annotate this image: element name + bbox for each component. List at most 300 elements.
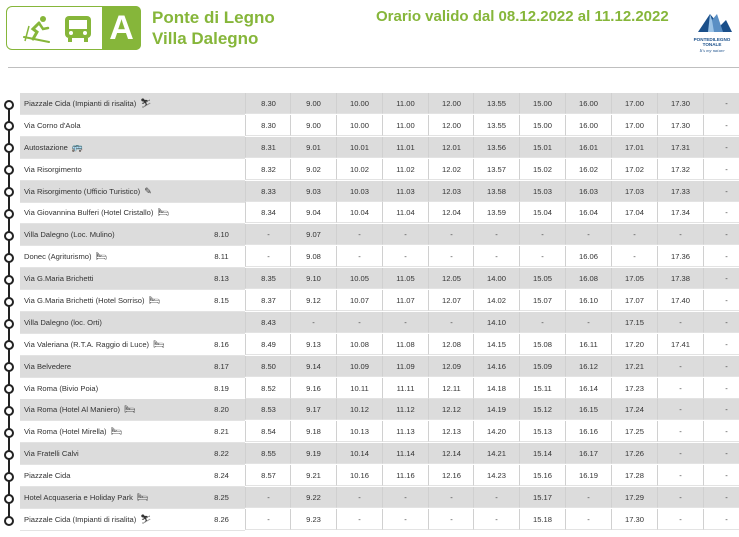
time-cell: - <box>703 137 739 158</box>
time-cell: - <box>703 93 739 114</box>
bed-icon: 🛏 <box>110 426 123 437</box>
time-cell: - <box>703 378 739 399</box>
time-cell: 17.29 <box>611 487 657 508</box>
time-cell: 14.02 <box>473 290 519 311</box>
time-cell: 8.37 <box>245 290 291 311</box>
time-cell: 10.07 <box>336 290 382 311</box>
time-cell: - <box>703 115 739 136</box>
time-cell: - <box>703 159 739 180</box>
time-cell: 14.15 <box>473 334 519 355</box>
time-cell: 17.30 <box>657 93 703 114</box>
time-cell: 17.23 <box>611 378 657 399</box>
bus-icon <box>61 14 95 44</box>
time-cell: 14.00 <box>473 268 519 289</box>
table-row <box>0 356 739 378</box>
time-cell: 15.05 <box>519 268 565 289</box>
time-cell: 16.16 <box>565 421 611 442</box>
table-row <box>0 246 739 268</box>
time-cell: - <box>703 224 739 245</box>
time-cell: - <box>245 487 291 508</box>
time-cell: - <box>703 465 739 486</box>
time-cell: 16.04 <box>565 202 611 223</box>
time-cell: 17.20 <box>611 334 657 355</box>
stop-name: Via Belvedere <box>24 361 72 371</box>
stop-name: Via Valeriana (R.T.A. Raggio di Luce) 🛏 <box>24 334 165 355</box>
stop-name: Villa Dalegno (Loc. Mulino) <box>24 230 115 240</box>
early-time-cell: 8.26 <box>214 514 229 524</box>
time-cell: - <box>382 246 428 267</box>
time-cell: 14.21 <box>473 443 519 464</box>
early-time-cell <box>198 202 245 223</box>
time-cell: 16.19 <box>565 465 611 486</box>
time-cell: 12.03 <box>428 181 474 202</box>
table-row <box>0 93 739 115</box>
time-cell: 13.55 <box>473 93 519 114</box>
early-time-cell: 8.20 <box>214 405 229 415</box>
time-cell: 13.56 <box>473 137 519 158</box>
table-row <box>0 224 739 246</box>
table-row <box>0 290 739 312</box>
time-cell: 17.31 <box>657 137 703 158</box>
bed-icon: 🛏 <box>124 404 136 415</box>
time-cell: - <box>657 509 703 530</box>
time-cell: 10.02 <box>336 159 382 180</box>
line-badge <box>6 6 141 50</box>
time-cell: 13.55 <box>473 115 519 136</box>
time-cell: 10.01 <box>336 137 382 158</box>
time-cell: - <box>382 487 428 508</box>
early-time-cell: 8.13 <box>214 274 229 284</box>
time-cell: - <box>703 421 739 442</box>
time-cell: 11.12 <box>382 399 428 420</box>
bed-icon: 🛏 <box>136 492 149 503</box>
time-cell: 16.08 <box>565 268 611 289</box>
stop-name: Via Risorgimento (Ufficio Turistico) ✎ <box>24 181 152 202</box>
time-cell: 15.14 <box>519 443 565 464</box>
time-cell: 17.30 <box>657 115 703 136</box>
time-cell: 17.24 <box>611 399 657 420</box>
time-cell: 15.07 <box>519 290 565 311</box>
time-cell: 12.12 <box>428 399 474 420</box>
table-row <box>0 378 739 400</box>
cableway-icon: ⛷ <box>140 98 152 108</box>
time-cell: - <box>703 290 739 311</box>
route-origin: Ponte di Legno <box>152 8 275 27</box>
stop-name: Via G.Maria Brichetti <box>24 274 94 284</box>
time-cell: 11.01 <box>382 137 428 158</box>
time-cell: 8.33 <box>245 181 291 202</box>
table-row <box>0 202 739 224</box>
time-cell: - <box>657 465 703 486</box>
time-cell: 8.52 <box>245 378 291 399</box>
time-cell: 16.12 <box>565 356 611 377</box>
stop-name: Hotel Acquaseria e Holiday Park 🛏 <box>24 487 148 508</box>
time-cell: 17.01 <box>611 137 657 158</box>
table-row <box>0 399 739 421</box>
time-cell: - <box>245 224 291 245</box>
time-cell: - <box>519 224 565 245</box>
time-cell: 9.00 <box>290 93 336 114</box>
time-cell: 8.32 <box>245 159 291 180</box>
early-time-cell: 8.10 <box>214 230 229 240</box>
time-cell: 11.09 <box>382 356 428 377</box>
time-cell: 11.14 <box>382 443 428 464</box>
time-cell: 15.02 <box>519 159 565 180</box>
time-cell: 17.05 <box>611 268 657 289</box>
time-cell: 10.08 <box>336 334 382 355</box>
table-row <box>0 421 739 443</box>
time-cell: 9.17 <box>290 399 336 420</box>
time-cell: - <box>428 224 474 245</box>
time-cell: 9.00 <box>290 115 336 136</box>
stop-name: Piazzale Cida <box>24 471 71 481</box>
time-cell: 9.21 <box>290 465 336 486</box>
table-row <box>0 443 739 465</box>
time-cell: 14.19 <box>473 399 519 420</box>
time-cell: 12.00 <box>428 115 474 136</box>
time-cell: - <box>657 224 703 245</box>
time-cell: 10.16 <box>336 465 382 486</box>
time-cell: 9.10 <box>290 268 336 289</box>
time-cell: - <box>703 246 739 267</box>
time-cell: - <box>703 202 739 223</box>
stop-name: Villa Dalegno (loc. Orti) <box>24 317 102 327</box>
time-cell: - <box>519 246 565 267</box>
table-row <box>0 487 739 509</box>
time-cell: 17.26 <box>611 443 657 464</box>
time-cell: - <box>565 487 611 508</box>
time-cell: 9.01 <box>290 137 336 158</box>
time-cell: 12.11 <box>428 378 474 399</box>
logo-text-1: PONTEDILEGNO <box>693 37 731 42</box>
time-cell: 16.14 <box>565 378 611 399</box>
time-cell: - <box>703 509 739 530</box>
time-cell: 10.13 <box>336 421 382 442</box>
time-cell: 17.38 <box>657 268 703 289</box>
time-cell: 16.00 <box>565 115 611 136</box>
time-cell: 17.00 <box>611 93 657 114</box>
time-cell: - <box>428 312 474 333</box>
time-cell: 15.00 <box>519 93 565 114</box>
table-row <box>0 465 739 487</box>
time-cell: 12.04 <box>428 202 474 223</box>
time-cell: - <box>703 399 739 420</box>
time-cell: 17.28 <box>611 465 657 486</box>
time-cell: 11.02 <box>382 159 428 180</box>
table-row <box>0 159 739 181</box>
time-cell: - <box>611 246 657 267</box>
time-cell: 11.00 <box>382 115 428 136</box>
time-cell: 9.02 <box>290 159 336 180</box>
time-cell: 12.00 <box>428 93 474 114</box>
time-cell: 12.09 <box>428 356 474 377</box>
stop-name: Via Corno d'Aola <box>24 120 81 130</box>
time-cell: - <box>657 399 703 420</box>
time-cell: 15.00 <box>519 115 565 136</box>
time-cell: 16.10 <box>565 290 611 311</box>
stop-name: Autostazione 🚌 <box>24 137 83 158</box>
time-cell: - <box>428 246 474 267</box>
time-cell: 15.04 <box>519 202 565 223</box>
time-cell: 16.00 <box>565 93 611 114</box>
line-letter: A <box>102 6 141 50</box>
time-cell: - <box>473 487 519 508</box>
time-cell: 12.16 <box>428 465 474 486</box>
time-cell: - <box>565 509 611 530</box>
time-cell: 10.05 <box>336 268 382 289</box>
time-cell: 9.14 <box>290 356 336 377</box>
time-cell: - <box>703 312 739 333</box>
time-cell: 8.30 <box>245 93 291 114</box>
time-cell: 17.25 <box>611 421 657 442</box>
validity-period: Orario valido dal 08.12.2022 al 11.12.2022 <box>376 8 669 25</box>
time-cell: 17.33 <box>657 181 703 202</box>
stop-name: Via Roma (Bivio Poia) <box>24 383 99 393</box>
time-cell: 10.04 <box>336 202 382 223</box>
time-cell: 15.08 <box>519 334 565 355</box>
time-cell: - <box>657 378 703 399</box>
time-cell: 11.16 <box>382 465 428 486</box>
time-cell: 12.02 <box>428 159 474 180</box>
time-cell: - <box>703 487 739 508</box>
early-time-cell <box>198 93 245 114</box>
time-cell: 15.13 <box>519 421 565 442</box>
time-cell: 8.43 <box>245 312 291 333</box>
time-cell: 12.08 <box>428 334 474 355</box>
time-cell: 9.16 <box>290 378 336 399</box>
time-cell: 14.18 <box>473 378 519 399</box>
time-cell: 11.07 <box>382 290 428 311</box>
time-cell: 17.40 <box>657 290 703 311</box>
time-cell: - <box>657 312 703 333</box>
time-cell: - <box>245 246 291 267</box>
time-cell: 15.01 <box>519 137 565 158</box>
early-time-cell: 8.11 <box>214 252 229 262</box>
time-cell: - <box>657 487 703 508</box>
logo-text-2: TONALE <box>702 42 722 47</box>
time-cell: - <box>473 224 519 245</box>
time-cell: - <box>382 509 428 530</box>
time-cell: 15.12 <box>519 399 565 420</box>
time-cell: 15.18 <box>519 509 565 530</box>
bed-icon: 🛏 <box>153 338 165 349</box>
time-cell: 10.03 <box>336 181 382 202</box>
time-cell: - <box>336 246 382 267</box>
timetable-header <box>0 0 739 62</box>
stop-name: Piazzale Cida (Impianti di risalita) ⛷ <box>24 93 152 114</box>
time-cell: - <box>336 224 382 245</box>
time-cell: 9.23 <box>290 509 336 530</box>
time-cell: 8.57 <box>245 465 291 486</box>
bed-icon: 🛏 <box>157 207 169 218</box>
time-cell: - <box>473 246 519 267</box>
early-time-cell <box>198 159 245 180</box>
time-cell: - <box>428 509 474 530</box>
table-row <box>0 137 739 159</box>
table-row <box>0 312 739 334</box>
time-cell: - <box>336 487 382 508</box>
time-cell: 10.00 <box>336 93 382 114</box>
early-time-cell <box>198 137 245 158</box>
time-cell: 8.49 <box>245 334 291 355</box>
table-row <box>0 334 739 356</box>
time-cell: - <box>703 356 739 377</box>
time-cell: 16.03 <box>565 181 611 202</box>
cableway-icon: ⛷ <box>140 513 152 524</box>
time-cell: - <box>703 181 739 202</box>
early-time-cell: 8.16 <box>214 339 229 349</box>
time-cell: 8.35 <box>245 268 291 289</box>
stop-name: Via Risorgimento <box>24 164 82 174</box>
time-cell: 17.15 <box>611 312 657 333</box>
time-cell: - <box>657 356 703 377</box>
time-cell: - <box>382 224 428 245</box>
early-time-cell: 8.25 <box>214 493 229 503</box>
time-cell: 17.34 <box>657 202 703 223</box>
time-cell: - <box>336 509 382 530</box>
bed-icon: 🛏 <box>95 251 107 262</box>
early-time-cell: 8.24 <box>214 471 229 481</box>
time-cell: 9.19 <box>290 443 336 464</box>
time-cell: 14.16 <box>473 356 519 377</box>
time-cell: 10.12 <box>336 399 382 420</box>
time-cell: 15.17 <box>519 487 565 508</box>
timetable <box>0 93 739 531</box>
bed-icon: 🛏 <box>148 295 160 306</box>
time-cell: 14.23 <box>473 465 519 486</box>
time-cell: 8.53 <box>245 399 291 420</box>
time-cell: 12.14 <box>428 443 474 464</box>
time-cell: 9.22 <box>290 487 336 508</box>
table-row <box>0 509 739 531</box>
time-cell: 10.00 <box>336 115 382 136</box>
time-cell: 17.07 <box>611 290 657 311</box>
time-cell: 17.36 <box>657 246 703 267</box>
early-time-cell: 8.17 <box>214 361 229 371</box>
time-cell: 17.32 <box>657 159 703 180</box>
header-divider <box>8 67 739 68</box>
time-cell: - <box>703 334 739 355</box>
info-pen-icon: ✎ <box>144 185 152 196</box>
time-cell: 12.01 <box>428 137 474 158</box>
time-cell: - <box>245 509 291 530</box>
time-cell: 16.15 <box>565 399 611 420</box>
stop-name: Via Fratelli Calvi <box>24 449 79 459</box>
time-cell: - <box>565 312 611 333</box>
time-cell: 8.30 <box>245 115 291 136</box>
time-cell: 17.41 <box>657 334 703 355</box>
time-cell: - <box>290 312 336 333</box>
time-cell: 17.02 <box>611 159 657 180</box>
early-time-cell: 8.19 <box>214 383 229 393</box>
time-cell: 14.10 <box>473 312 519 333</box>
logo-script: It's my nature <box>699 48 725 53</box>
time-cell: 17.03 <box>611 181 657 202</box>
early-time-cell: 8.15 <box>214 296 229 306</box>
time-cell: - <box>703 268 739 289</box>
time-cell: - <box>611 224 657 245</box>
stop-name: Via Roma (Hotel Al Maniero) 🛏 <box>24 399 136 420</box>
time-cell: 9.03 <box>290 181 336 202</box>
time-cell: 12.07 <box>428 290 474 311</box>
early-time-cell <box>198 312 245 333</box>
time-cell: 15.11 <box>519 378 565 399</box>
stop-name: Via Roma (Hotel Mirella) 🛏 <box>24 421 122 442</box>
time-cell: 16.01 <box>565 137 611 158</box>
time-cell: 11.05 <box>382 268 428 289</box>
time-cell: 9.08 <box>290 246 336 267</box>
time-cell: 15.16 <box>519 465 565 486</box>
table-row <box>0 268 739 290</box>
time-cell: 8.54 <box>245 421 291 442</box>
time-cell: 9.18 <box>290 421 336 442</box>
time-cell: 16.17 <box>565 443 611 464</box>
stop-name: Via G.Maria Brichetti (Hotel Sorriso) 🛏 <box>24 290 160 311</box>
time-cell: 13.57 <box>473 159 519 180</box>
time-cell: 12.13 <box>428 421 474 442</box>
time-cell: 8.34 <box>245 202 291 223</box>
time-cell: 16.11 <box>565 334 611 355</box>
time-cell: 9.04 <box>290 202 336 223</box>
time-cell: 15.03 <box>519 181 565 202</box>
time-cell: - <box>382 312 428 333</box>
time-cell: 17.00 <box>611 115 657 136</box>
early-time-cell <box>198 181 245 202</box>
time-cell: 13.58 <box>473 181 519 202</box>
time-cell: 11.13 <box>382 421 428 442</box>
time-cell: 11.08 <box>382 334 428 355</box>
time-cell: - <box>657 421 703 442</box>
time-cell: 16.06 <box>565 246 611 267</box>
time-cell: 10.14 <box>336 443 382 464</box>
stop-name: Via Giovannina Bulferi (Hotel Cristallo) 🛏 <box>24 202 169 223</box>
time-cell: 8.50 <box>245 356 291 377</box>
time-cell: 14.20 <box>473 421 519 442</box>
time-cell: 11.03 <box>382 181 428 202</box>
time-cell: 10.11 <box>336 378 382 399</box>
time-cell: 11.04 <box>382 202 428 223</box>
time-cell: 8.55 <box>245 443 291 464</box>
pontedilegno-tonale-logo <box>690 8 734 60</box>
early-time-cell <box>198 115 245 136</box>
route-title <box>152 7 275 49</box>
time-cell: 11.00 <box>382 93 428 114</box>
time-cell: 12.05 <box>428 268 474 289</box>
table-row <box>0 181 739 203</box>
skier-icon <box>21 15 53 43</box>
early-time-cell: 8.21 <box>214 427 229 437</box>
table-row <box>0 115 739 137</box>
time-cell: 11.11 <box>382 378 428 399</box>
time-cell: 17.21 <box>611 356 657 377</box>
time-cell: 9.12 <box>290 290 336 311</box>
time-cell: - <box>428 487 474 508</box>
time-cell: 17.30 <box>611 509 657 530</box>
time-cell: - <box>657 443 703 464</box>
time-cell: - <box>519 312 565 333</box>
time-cell: 9.07 <box>290 224 336 245</box>
stop-name: Donec (Agriturismo) 🛏 <box>24 246 107 267</box>
bus-icon: 🚌 <box>71 141 84 152</box>
time-cell: 10.09 <box>336 356 382 377</box>
time-cell: 16.02 <box>565 159 611 180</box>
time-cell: - <box>473 509 519 530</box>
time-cell: 8.31 <box>245 137 291 158</box>
time-cell: 15.09 <box>519 356 565 377</box>
time-cell: - <box>336 312 382 333</box>
time-cell: 13.59 <box>473 202 519 223</box>
time-cell: - <box>703 443 739 464</box>
